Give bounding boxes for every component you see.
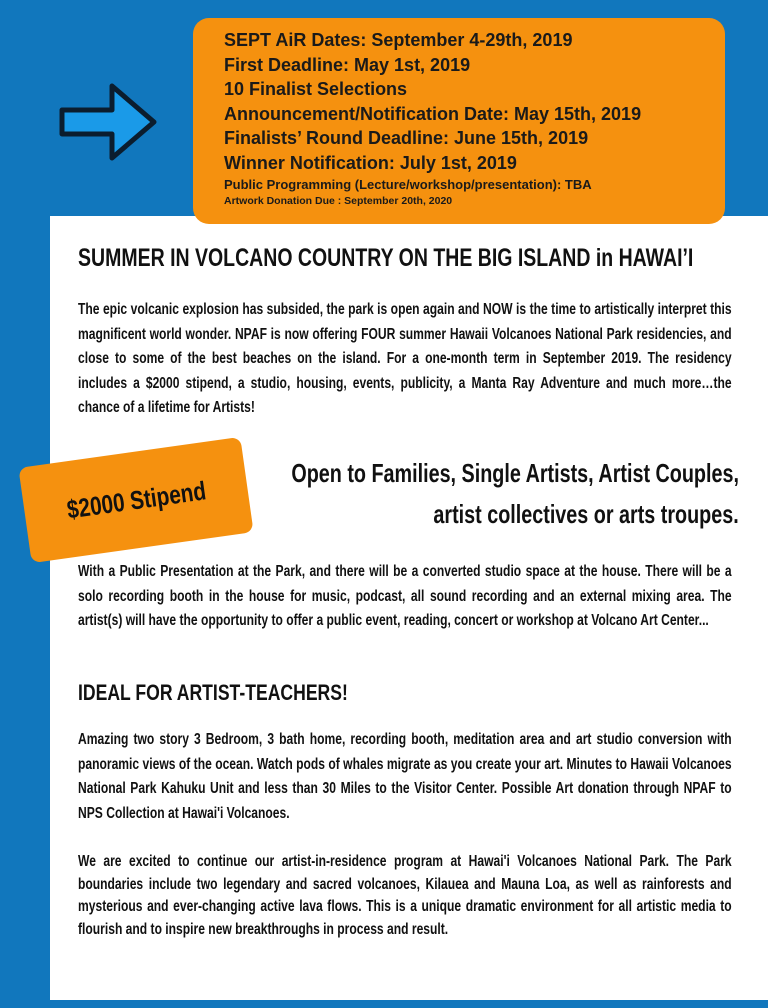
right-arrow-icon xyxy=(58,78,160,166)
public-programming: Public Programming (Lecture/workshop/presentation): TBA xyxy=(224,177,592,192)
winner-notification: Winner Notification: July 1st, 2019 xyxy=(224,152,517,173)
artwork-donation-due: Artwork Donation Due : September 20th, 2020 xyxy=(224,195,453,207)
home-paragraph: Amazing two story 3 Bedroom, 3 bath home, recording booth, meditation area and art studio conversion with panoramic views of the ocean. Watch pods of whales migrate as you create your art. Minutes to Hawaii Volcanoes National Park Kahuku Unit and less than 30 Miles to the Visitor Center. Possible Art donation through NPAF to NPS Collection at Hawai'i Volcanoes. xyxy=(78,731,732,822)
stipend-badge-label: $2000 Stipend xyxy=(64,474,208,525)
page-title: SUMMER IN VOLCANO COUNTRY ON THE BIG ISLAND in HAWAI’I xyxy=(78,244,694,272)
announcement-date: Announcement/Notification Date: May 15th, 2019 xyxy=(224,103,642,124)
first-deadline: First Deadline: May 1st, 2019 xyxy=(224,54,471,75)
ideal-heading: IDEAL FOR ARTIST-TEACHERS! xyxy=(78,680,348,705)
finalist-selections: 10 Finalist Selections xyxy=(224,79,408,99)
intro-paragraph: The epic volcanic explosion has subsided, the park is open again and NOW is the time to artistically interpret this magnificent world wonder. NPAF is now offering FOUR summer Hawaii Volcanoes National Park residencies, and close to some of the best beaches on the island. For a one-month term in September 2019. The residency includes a $2000 stipend, a studio, housing, events, publicity, a Manta Ray Adventure and much more…the chance of a lifetime for Artists! xyxy=(78,301,732,416)
finalists-round-deadline: Finalists’ Round Deadline: June 15th, 2019 xyxy=(224,128,589,148)
program-paragraph: We are excited to continue our artist-in-residence program at Hawai'i Volcanoes National Park. The Park boundaries include two legendary and sacred volcanoes, Kilauea and Mauna Loa, as well as rainforests and mysterious and ever-changing active lava flows. This is a unique dramatic environment for all artistic media to flourish and to inspire new breakthroughs in process and result. xyxy=(78,853,732,938)
dates-box xyxy=(193,18,725,224)
open-to-line-2: artist collectives or arts troupes. xyxy=(433,499,739,529)
open-to-line-1: Open to Families, Single Artists, Artist Couples, xyxy=(291,458,739,488)
air-dates: SEPT AiR Dates: September 4-29th, 2019 xyxy=(224,30,573,50)
presentation-paragraph: With a Public Presentation at the Park, and there will be a converted studio space at the house. There will be a solo recording booth in the house for music, podcast, all sound recording and an external mixing area. The artist(s) will have the opportunity to offer a public event, reading, concert or workshop at Volcano Art Center... xyxy=(78,563,732,629)
